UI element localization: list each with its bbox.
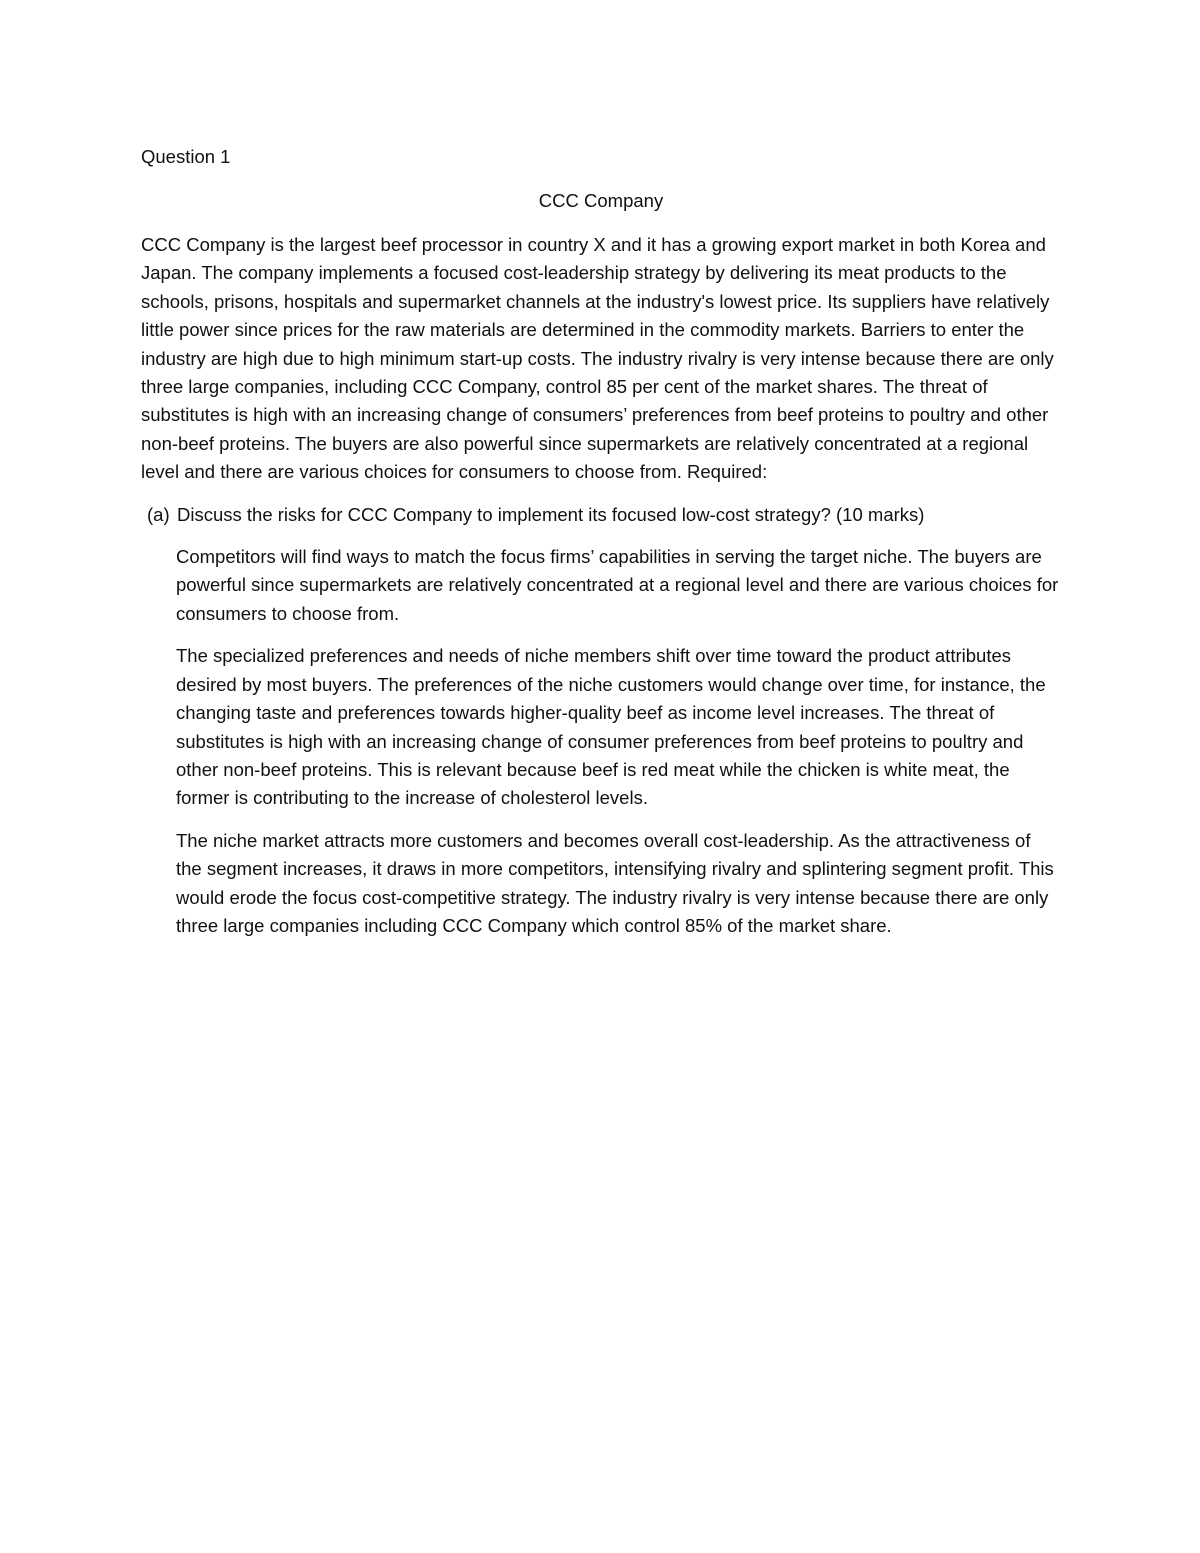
answer-paragraph-2: The specialized preferences and needs of niche members shift over time toward the product attributes desired by most buyers. The preferences of the niche customers would change over time, for instance, the changing taste and preferences towards higher-quality beef as income level increases. The threat of substitutes is high with an increasing change of consumer preferences from beef proteins to poultry and other non-beef proteins. This is relevant because beef is red meat while the chicken is white meat, the former is contributing to the increase of cholesterol levels.	[176, 645, 1046, 809]
document-body	[141, 143, 1061, 940]
sub-question-text: Discuss the risks for CCC Company to implement its focused low-cost strategy? (10 marks)	[177, 503, 925, 525]
document-title: CCC Company	[538, 190, 664, 211]
sub-question-marker: (a)	[147, 503, 170, 525]
answer-paragraph-1: Competitors will find ways to match the focus firms’ capabilities in serving the target niche. The buyers are powerful since supermarkets are relatively concentrated at a regional level and there are various choices for consumers to choose from.	[176, 546, 1059, 624]
question-label: Question 1	[141, 146, 231, 167]
sub-question-a	[141, 501, 1061, 529]
case-description: CCC Company is the largest beef processor in country X and it has a growing export market in both Korea and Japan. The company implements a focused cost-leadership strategy by delivering its meat products to the schools, prisons, hospitals and supermarket channels at the industry's lowest price. Its suppliers have relatively little power since prices for the raw materials are determined in the commodity markets. Barriers to enter the industry are high due to high minimum start-up costs. The industry rivalry is very intense because there are only three large companies, including CCC Company, control 85 per cent of the market shares. The threat of substitutes is high with an increasing change of consumers’ preferences from beef proteins to poultry and other non-beef proteins. The buyers are also powerful since supermarkets are relatively concentrated at a regional level and there are various choices for consumers to choose from. Required:	[141, 234, 1054, 483]
answer-paragraph-3: The niche market attracts more customers and becomes overall cost-leadership. As the attractiveness of the segment increases, it draws in more competitors, intensifying rivalry and splintering segment profit. This would erode the focus cost-competitive strategy. The industry rivalry is very intense because there are only three large companies including CCC Company which control 85% of the market share.	[176, 829, 1054, 936]
